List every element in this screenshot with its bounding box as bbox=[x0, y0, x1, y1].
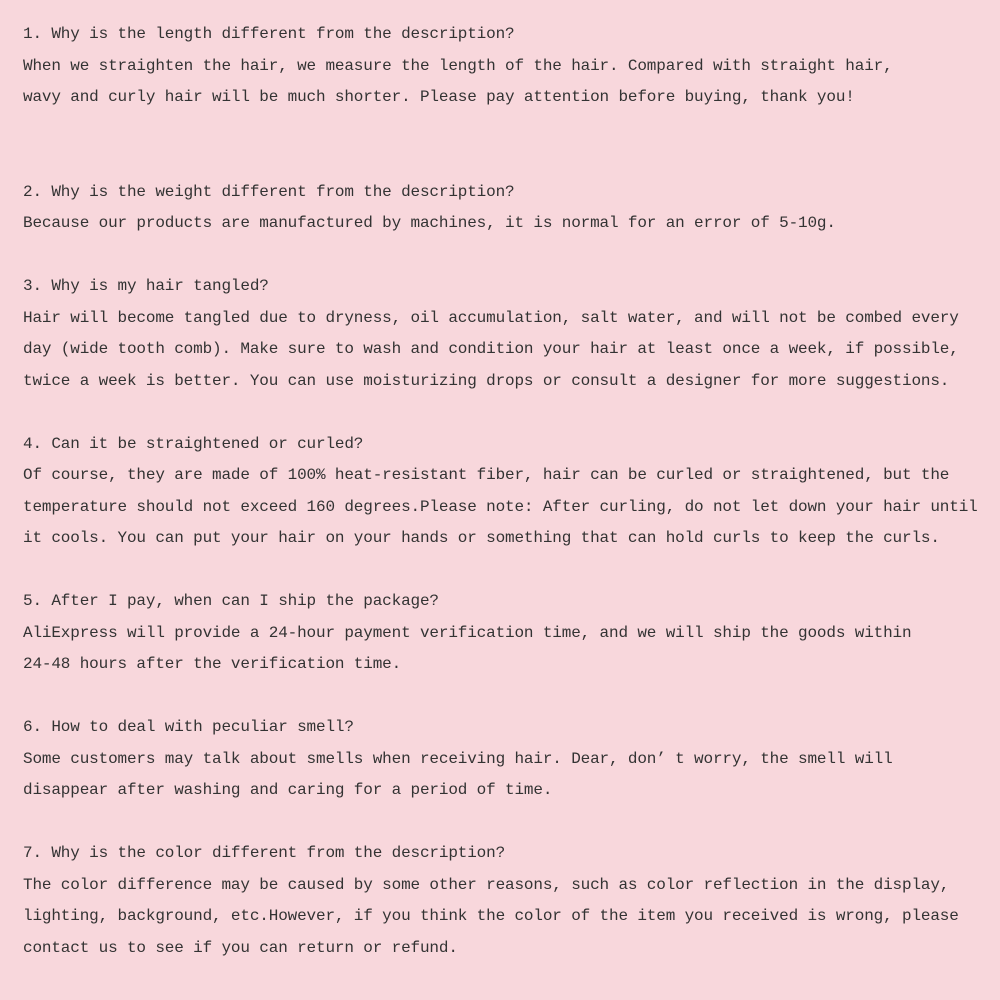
faq-answer-line: AliExpress will provide a 24-hour payment verification time, and we will ship the goods within bbox=[23, 623, 912, 642]
faq-section-1 bbox=[23, 19, 990, 114]
faq-section-5 bbox=[23, 586, 990, 681]
faq-answer-line: twice a week is better. You can use moisturizing drops or consult a designer for more suggestions. bbox=[23, 371, 950, 390]
faq-answer-line: Of course, they are made of 100% heat-resistant fiber, hair can be curled or straightened, but the bbox=[23, 466, 950, 484]
faq-answer-line: disappear after washing and caring for a period of time. bbox=[23, 781, 553, 799]
faq-question: 6. How to deal with peculiar smell? bbox=[23, 718, 354, 736]
faq-answer-line: Hair will become tangled due to dryness, oil accumulation, salt water, and will not be combed every bbox=[23, 308, 959, 327]
faq-question: 5. After I pay, when can I ship the package? bbox=[23, 592, 439, 610]
faq-answer-line: wavy and curly hair will be much shorter. Please pay attention before buying, thank you! bbox=[23, 88, 855, 106]
faq-section-7 bbox=[23, 838, 990, 964]
faq-section-6 bbox=[23, 712, 990, 807]
faq-question: 2. Why is the weight different from the description? bbox=[23, 182, 515, 201]
faq-answer-line: temperature should not exceed 160 degrees.Please note: After curling, do not let down your hair until bbox=[23, 497, 978, 516]
faq-answer-line: 24-48 hours after the verification time. bbox=[23, 655, 402, 673]
faq-section-3 bbox=[23, 271, 990, 397]
faq-section-4 bbox=[23, 429, 990, 555]
faq-question: 1. Why is the length different from the description? bbox=[23, 25, 515, 43]
faq-answer-line: lighting, background, etc.However, if you think the color of the item you received is wrong, please bbox=[23, 907, 959, 925]
faq-answer-line: When we straighten the hair, we measure the length of the hair. Compared with straight hair, bbox=[23, 56, 893, 75]
faq-section-2 bbox=[23, 177, 990, 240]
faq-answer-line: it cools. You can put your hair on your hands or something that can hold curls to keep the curls. bbox=[23, 529, 940, 547]
faq-question: 3. Why is my hair tangled? bbox=[23, 277, 269, 295]
faq-answer-line: contact us to see if you can return or refund. bbox=[23, 938, 458, 957]
faq-answer-line: day (wide tooth comb). Make sure to wash and condition your hair at least once a week, if possible, bbox=[23, 340, 959, 358]
faq-answer-line: Because our products are manufactured by machines, it is normal for an error of 5-10g. bbox=[23, 214, 836, 232]
faq-question: 7. Why is the color different from the description? bbox=[23, 844, 506, 862]
faq-answer-line: The color difference may be caused by some other reasons, such as color reflection in the display, bbox=[23, 875, 950, 894]
faq-answer-line: Some customers may talk about smells when receiving hair. Dear, don’ t worry, the smell will bbox=[23, 749, 893, 768]
faq-question: 4. Can it be straightened or curled? bbox=[23, 434, 364, 453]
